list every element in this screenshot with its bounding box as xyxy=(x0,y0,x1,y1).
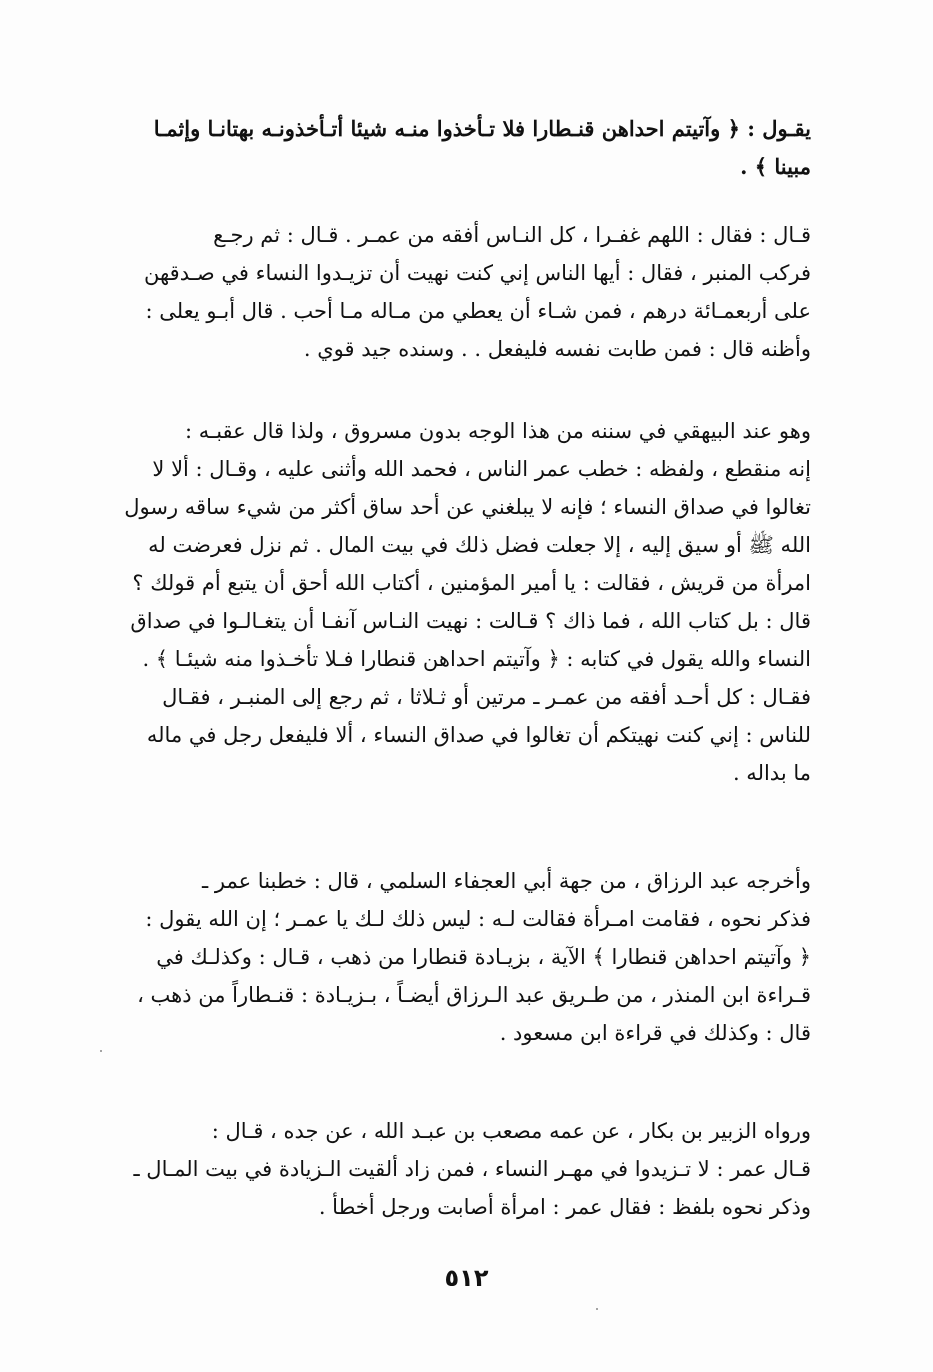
text-line: للناس : إني كنت نهيتكم أن تغالوا في صداق النساء ، ألا فليفعل رجل في ماله xyxy=(146,723,811,747)
text-line: فقـال : كل أحـد أفقه من عمـر ـ مرتين أو ثـلاثا ، ثم رجع إلى المنبـر ، فقـال xyxy=(162,685,811,709)
text-line: تغالوا في صداق النساء ؛ فإنه لا يبلغني عن أحد ساق أكثر من شيء ساقه رسول xyxy=(124,495,811,519)
text-line: فركب المنبر ، فقال : أيها الناس إني كنت نهيت أن تزيـدوا النساء في صـدقهن xyxy=(144,261,811,285)
paragraph-3 xyxy=(111,412,811,792)
page-number: ٥١٢ xyxy=(444,1264,489,1292)
paragraph-1 xyxy=(111,110,811,186)
text-line: الله ﷺ أو سيق إليه ، إلا جعلت فضل ذلك في بيت المال . ثم نزل فعرضت له xyxy=(148,533,811,557)
text-line: قـال : فقال : اللهم غفـرا ، كل النـاس أفقه من عمـر . قـال : ثم رجـع xyxy=(213,223,811,247)
text-line: امرأة من قريش ، فقالت : يا أمير المؤمنين ، أكتاب الله أحق أن يتبع أم قولك ؟ xyxy=(132,571,811,595)
text-line: يقـول : ﴿ وآتيتم احداهن قنـطارا فلا تـأخذوا منـه شيئا أتـأخذونـه بهتانـا وإثمـا xyxy=(153,116,811,141)
text-line: قال : وكذلك في قراءة ابن مسعود . xyxy=(499,1021,811,1045)
scan-speck xyxy=(596,1308,598,1310)
text-line: إنه منقطع ، ولفظه : خطب عمر الناس ، فحمد الله وأثنى عليه ، وقـال : ألا لا xyxy=(152,457,811,481)
paragraph-2 xyxy=(111,216,811,368)
text-line: مبينا ﴾ . xyxy=(740,154,811,179)
text-line: وهو عند البيهقي في سننه من هذا الوجه بدون مسروق ، ولذا قال عقبـه : xyxy=(185,419,811,443)
text-line: فذكر نحوه ، فقامت امـرأة فقالت لـه : ليس ذلك لـك يا عمـر ؛ إن الله يقول : xyxy=(145,907,811,931)
text-line: ما بداله . xyxy=(732,761,811,785)
text-line: قـال عمر : لا تـزيدوا في مهـر النساء ، فمن زاد ألقيت الـزيادة في بيت المـال ـ xyxy=(133,1157,811,1181)
scan-speck xyxy=(100,1050,102,1052)
text-line: على أربعمـائة درهم ، فمن شـاء أن يعطي من مـاله مـا أحب . قال أبـو يعلى : xyxy=(145,299,811,323)
text-line: قـراءة ابن المنذر ، من طـريق عبد الـرزاق أيضـاً ، بـزيـادة : قنـطاراً من ذهب ، xyxy=(137,983,811,1007)
text-line: ﴿ وآتيتم احداهن قنطارا ﴾ الآية ، بزيـادة قنطارا من ذهب ، قـال : وكذلـك في xyxy=(156,945,811,969)
paragraph-5 xyxy=(111,1112,811,1226)
text-line: وأظنه قال : فمن طابت نفسه فليفعل . . وسنده جيد قوي . xyxy=(303,337,811,361)
text-line: وذكر نحوه بلفظ : فقال عمر : امرأة أصابت ورجل أخطأ . xyxy=(318,1195,811,1219)
text-line: وأخرجه عبد الرزاق ، من جهة أبي العجفاء السلمي ، قال : خطبنا عمر ـ xyxy=(202,869,811,893)
text-line: قال : بل كتاب الله ، فما ذاك ؟ قـالت : نهيت النـاس آنفـا أن يتغـالـوا في صداق xyxy=(130,609,811,633)
text-line: ورواه الزبير بن بكار ، عن عمه مصعب بن عبـد الله ، عن جده ، قـال : xyxy=(211,1119,811,1143)
text-line: النساء والله يقول في كتابه : ﴿ وآتيتم احداهن قنطارا فـلا تأخـذوا منه شيئـا ﴾ . xyxy=(142,647,811,671)
paragraph-4 xyxy=(111,862,811,1052)
